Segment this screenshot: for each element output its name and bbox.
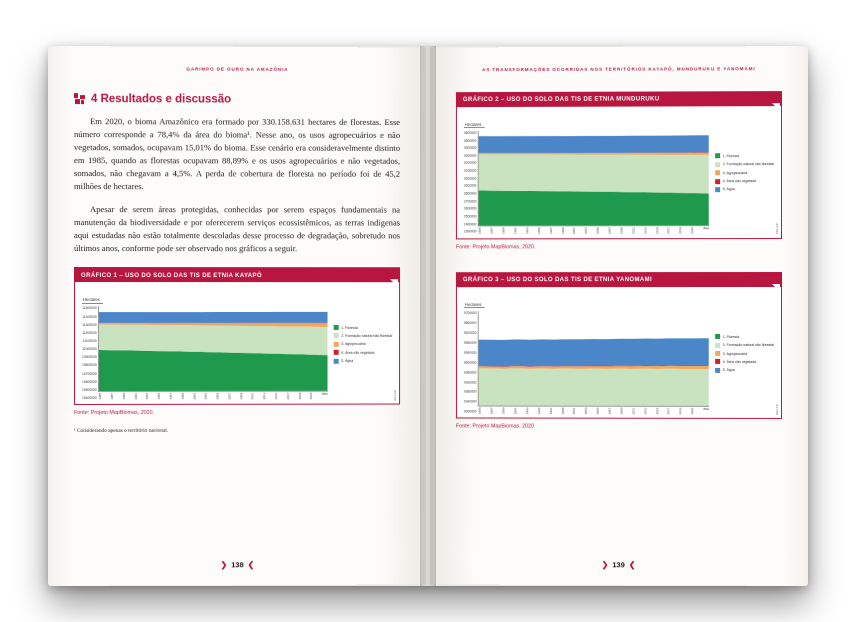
legend-swatch-icon bbox=[715, 334, 720, 339]
chart-legend-1 bbox=[328, 325, 392, 363]
area-series bbox=[479, 190, 709, 225]
chart-legend-3 bbox=[709, 334, 774, 373]
y-tick-label: 10900000 bbox=[81, 355, 97, 360]
y-tick-label: 9340000 bbox=[463, 400, 477, 404]
y-tick-label: 10800000 bbox=[81, 363, 97, 368]
y-tick-label: 2300000 bbox=[463, 229, 477, 234]
x-axis-label: Ano bbox=[321, 392, 328, 397]
y-tick-label: 10400000 bbox=[81, 395, 97, 400]
x-tick-label: 1991 bbox=[513, 407, 518, 414]
left-page bbox=[48, 46, 426, 586]
x-tick-label: 1993 bbox=[525, 407, 530, 414]
chart-credit-1: SEI/AP bbox=[393, 389, 398, 401]
chevron-left-icon: ❮ bbox=[247, 560, 255, 570]
y-tick-label: 2800000 bbox=[463, 191, 477, 196]
x-tick-label: 1999 bbox=[560, 227, 565, 234]
x-tick-label: 1987 bbox=[489, 227, 494, 234]
y-tick-label: 11000000 bbox=[82, 347, 97, 352]
x-tick-label: 1985 bbox=[98, 393, 103, 401]
plot-canvas-grafico-3 bbox=[478, 311, 709, 407]
x-tick-label: 1995 bbox=[156, 393, 161, 401]
x-tick-label: 1985 bbox=[478, 407, 483, 414]
legend-label: 1. Floresta bbox=[722, 154, 740, 159]
chart-title-grafico-2: GRÁFICO 2 – USO DO SOLO DAS TIS DE ETNIA MUNDURUKU bbox=[457, 92, 781, 107]
x-axis-label: Ano bbox=[703, 225, 710, 230]
x-tick-label: 1989 bbox=[121, 393, 126, 401]
footnote-left: ¹ Considerando apenas o território nacional. bbox=[73, 427, 169, 435]
x-tick-label: 2011 bbox=[631, 227, 636, 234]
y-tick-label: 9380000 bbox=[463, 390, 477, 395]
chart-source-2: Fonte: Projeto MapBiomas, 2020. bbox=[455, 243, 536, 250]
x-tick-label: 2013 bbox=[643, 227, 648, 234]
legend-label: 5. Água bbox=[722, 368, 735, 373]
legend-label: 4. Área não vegetada bbox=[722, 179, 757, 184]
x-tick-label: 1985 bbox=[478, 227, 483, 234]
y-tick-label: 2700000 bbox=[463, 199, 477, 204]
legend-item bbox=[334, 333, 392, 338]
legend-swatch-icon bbox=[334, 333, 339, 338]
y-tick-label: 11400000 bbox=[82, 314, 97, 319]
y-tick-label: 9460000 bbox=[463, 370, 477, 375]
legend-swatch-icon bbox=[715, 154, 720, 159]
right-page bbox=[430, 46, 808, 586]
y-tick-labels-2 bbox=[464, 131, 478, 234]
legend-item bbox=[715, 343, 774, 348]
legend-label: 2. Formação natural não florestal bbox=[341, 333, 393, 338]
y-tick-label: 11200000 bbox=[82, 330, 97, 335]
x-tick-label: 2009 bbox=[619, 407, 624, 415]
chevron-left-icon: ❮ bbox=[628, 560, 636, 570]
area-series bbox=[479, 368, 709, 406]
legend-swatch-icon bbox=[715, 187, 720, 192]
x-tick-label: 2017 bbox=[666, 407, 671, 415]
y-tick-label: 9580000 bbox=[463, 340, 477, 345]
y-tick-label: 10700000 bbox=[81, 371, 97, 376]
legend-label: 3. Agropecuária bbox=[722, 170, 748, 175]
x-tick-label: 1997 bbox=[548, 407, 553, 415]
legend-label: 3. Agropecuária bbox=[722, 351, 748, 356]
y-tick-labels-1 bbox=[82, 306, 98, 400]
legend-swatch-icon bbox=[715, 170, 720, 175]
x-tick-label: 2020 bbox=[309, 393, 314, 400]
x-tick-label: 1987 bbox=[109, 393, 114, 401]
x-tick-label: 2001 bbox=[572, 227, 577, 234]
x-tick-label: 2009 bbox=[619, 227, 624, 234]
area-series bbox=[479, 135, 709, 153]
legend-item bbox=[334, 358, 392, 363]
legend-label: 2. Formação natural não florestal bbox=[722, 162, 775, 167]
legend-swatch-icon bbox=[715, 368, 720, 373]
legend-item bbox=[334, 350, 392, 355]
y-tick-label: 9700000 bbox=[463, 310, 477, 315]
chart-credit-2: SEI/AP bbox=[775, 223, 780, 235]
y-tick-label: 9660000 bbox=[463, 320, 477, 325]
x-tick-label: 2001 bbox=[572, 407, 577, 415]
x-tick-labels-3 bbox=[478, 407, 709, 414]
x-tick-label: 2019 bbox=[297, 393, 302, 400]
legend-item bbox=[715, 179, 774, 184]
legend-swatch-icon bbox=[334, 342, 339, 347]
y-tick-label: 9540000 bbox=[463, 350, 477, 355]
page-number-right: 139 bbox=[612, 560, 625, 570]
legend-swatch-icon bbox=[715, 359, 720, 364]
y-tick-label: 3400000 bbox=[463, 146, 477, 151]
x-tick-label: 2019 bbox=[678, 227, 683, 234]
y-tick-label: 3000000 bbox=[463, 176, 477, 181]
x-tick-label: 2020 bbox=[690, 226, 695, 234]
legend-swatch-icon bbox=[715, 343, 720, 348]
legend-item bbox=[715, 153, 774, 158]
x-tick-labels-2 bbox=[478, 227, 709, 234]
legend-item bbox=[334, 325, 392, 330]
legend-label: 4. Área não vegetada bbox=[341, 350, 375, 355]
y-tick-label: 11300000 bbox=[82, 322, 97, 327]
legend-swatch-icon bbox=[334, 325, 339, 330]
y-tick-label: 11500000 bbox=[82, 306, 97, 311]
chart-title-grafico-3: GRÁFICO 3 – USO DO SOLO DAS TIS DE ETNIA YANOMAMI bbox=[457, 273, 781, 287]
section-heading bbox=[74, 93, 400, 106]
area-series bbox=[479, 153, 709, 193]
x-tick-label: 2013 bbox=[643, 407, 648, 415]
x-tick-label: 1999 bbox=[180, 393, 185, 400]
plot-canvas-grafico-1 bbox=[98, 306, 328, 392]
x-tick-label: 2015 bbox=[274, 393, 279, 400]
section-marker-icon bbox=[74, 93, 85, 104]
chart-card-grafico-3 bbox=[456, 272, 782, 420]
y-tick-label: 3500000 bbox=[463, 138, 477, 143]
y-tick-label: 9620000 bbox=[463, 330, 477, 335]
chart-credit-3: SEI/AP bbox=[775, 404, 780, 416]
chevron-right-icon: ❯ bbox=[220, 560, 228, 570]
x-tick-label: 2015 bbox=[654, 227, 659, 234]
x-tick-label: 2017 bbox=[666, 227, 671, 234]
x-tick-label: 2019 bbox=[678, 407, 683, 415]
x-tick-label: 1997 bbox=[168, 393, 173, 401]
page-number-left: 138 bbox=[231, 560, 244, 570]
paragraph-1: Em 2020, o bioma Amazônico era formado por 330.158.631 hectares de florestas. Esse número corresponde a 78,4% da área do bioma¹. Nesse ano, os usos agropecuários e não vegetados, somados, ocupavam 15,01% do bioma. Esse cenário era consideravelmente distinto em 1985, quando as florestas ocupavam 88,89% e os usos agropecuários e não vegetados, somados, não chegavam a 4,5%. A perda de cobertura de floresta no período foi de 45,2 milhões de hectares. bbox=[73, 115, 401, 192]
y-tick-labels-3 bbox=[464, 311, 478, 414]
y-axis-unit-1: Hectares bbox=[82, 297, 103, 304]
chart-source-3: Fonte: Projeto MapBiomas, 2020 bbox=[455, 423, 535, 430]
chart-card-grafico-2 bbox=[456, 91, 782, 239]
y-tick-label: 10500000 bbox=[81, 387, 97, 392]
x-tick-label: 2007 bbox=[607, 407, 612, 415]
x-tick-label: 1991 bbox=[133, 393, 138, 401]
section-title: 4 Resultados e discussão bbox=[90, 92, 232, 106]
y-tick-label: 10600000 bbox=[81, 379, 97, 384]
legend-item bbox=[715, 359, 774, 364]
y-tick-label: 3100000 bbox=[463, 168, 477, 173]
running-head-left: GARIMPO DE OURO NA AMAZÔNIA bbox=[186, 66, 289, 72]
legend-label: 5. Água bbox=[341, 358, 354, 363]
paragraph-2: Apesar de serem áreas protegidas, conhecidas por serem espaços fundamentais na manutenção da biodiversidade e por oferecerem serviços ecossistêmicos, as terras indígenas aqui estudadas não estão totalmente descoladas desse processo de degradação, sobretudo nos últimos anos, conforme pode ser observado nos gráficos a seguir. bbox=[73, 204, 401, 254]
y-tick-label: 3600000 bbox=[463, 130, 477, 135]
legend-label: 4. Área não vegetada bbox=[722, 359, 757, 364]
y-tick-label: 3200000 bbox=[463, 161, 477, 166]
x-tick-label: 2003 bbox=[584, 407, 589, 415]
x-tick-label: 1993 bbox=[145, 393, 150, 401]
x-tick-label: 2001 bbox=[192, 393, 197, 400]
y-tick-label: 9500000 bbox=[463, 360, 477, 365]
x-tick-label: 1989 bbox=[501, 407, 506, 414]
corner-flag-inner-icon bbox=[772, 103, 780, 111]
legend-item bbox=[334, 342, 392, 347]
corner-flag-inner-icon bbox=[772, 284, 780, 292]
y-axis-unit-2: Hectares bbox=[464, 122, 485, 129]
x-tick-label: 2005 bbox=[595, 407, 600, 415]
x-tick-label: 2015 bbox=[654, 407, 659, 415]
legend-swatch-icon bbox=[715, 351, 720, 356]
x-tick-label: 1993 bbox=[525, 227, 530, 234]
x-tick-label: 2003 bbox=[584, 227, 589, 234]
x-tick-label: 2007 bbox=[227, 393, 232, 400]
legend-item bbox=[715, 351, 774, 356]
legend-label: 2. Formação natural não florestal bbox=[722, 343, 775, 348]
x-tick-label: 2007 bbox=[607, 227, 612, 234]
x-tick-label: 1995 bbox=[536, 227, 541, 234]
x-axis-label: Ano bbox=[703, 406, 710, 411]
y-tick-label: 3300000 bbox=[463, 153, 477, 158]
x-tick-label: 1989 bbox=[501, 227, 506, 234]
x-tick-label: 2017 bbox=[285, 393, 290, 400]
x-tick-label: 1997 bbox=[548, 227, 553, 234]
x-tick-label: 2005 bbox=[595, 227, 600, 234]
x-tick-label: 2009 bbox=[239, 393, 244, 400]
area-series bbox=[99, 312, 328, 323]
y-axis-unit-3: Hectares bbox=[464, 302, 485, 308]
plot-canvas-grafico-2 bbox=[478, 130, 709, 226]
legend-swatch-icon bbox=[715, 162, 720, 167]
x-tick-label: 2005 bbox=[215, 393, 220, 400]
y-tick-label: 2400000 bbox=[463, 222, 477, 227]
running-head-right: AS TRANSFORMAÇÕES OCORRIDAS NOS TERRITÓRIOS KAYAPÓ, MUNDURUKU E YANOMAMI bbox=[482, 66, 756, 73]
x-tick-label: 1999 bbox=[560, 407, 565, 415]
y-tick-label: 9420000 bbox=[463, 380, 477, 385]
x-tick-label: 2003 bbox=[203, 393, 208, 400]
corner-flag-inner-icon bbox=[390, 279, 398, 287]
chart-legend-2 bbox=[709, 153, 774, 192]
legend-label: 1. Floresta bbox=[722, 334, 740, 339]
x-tick-label: 1991 bbox=[513, 227, 518, 234]
area-series bbox=[99, 350, 328, 391]
legend-item bbox=[715, 187, 774, 192]
y-tick-label: 2500000 bbox=[463, 214, 477, 219]
legend-item bbox=[715, 170, 774, 175]
x-tick-label: 2011 bbox=[250, 393, 255, 400]
legend-item bbox=[715, 368, 774, 373]
legend-item bbox=[715, 334, 774, 339]
folio-left bbox=[48, 560, 426, 570]
chart-card-grafico-1 bbox=[74, 267, 400, 405]
legend-label: 1. Floresta bbox=[341, 325, 358, 330]
legend-item bbox=[715, 162, 774, 167]
legend-swatch-icon bbox=[334, 350, 339, 355]
chevron-right-icon: ❯ bbox=[601, 560, 609, 570]
legend-label: 5. Água bbox=[722, 187, 735, 192]
area-series bbox=[479, 338, 709, 366]
x-tick-label: 2020 bbox=[690, 407, 695, 415]
y-tick-label: 2600000 bbox=[463, 206, 477, 211]
x-tick-label: 1987 bbox=[489, 407, 494, 414]
legend-swatch-icon bbox=[715, 179, 720, 184]
x-tick-label: 1995 bbox=[536, 407, 541, 415]
legend-swatch-icon bbox=[334, 358, 339, 363]
x-tick-labels-1 bbox=[98, 393, 328, 400]
x-tick-label: 2011 bbox=[631, 407, 636, 415]
y-tick-label: 9300000 bbox=[463, 409, 477, 414]
folio-right bbox=[430, 560, 808, 570]
y-tick-label: 11100000 bbox=[82, 339, 97, 344]
y-tick-label: 2900000 bbox=[463, 184, 477, 189]
chart-title-grafico-1: GRÁFICO 1 – USO DO SOLO DAS TIS DE ETNIA KAYAPÓ bbox=[75, 268, 399, 282]
chart-source-1: Fonte: Projeto MapBiomas, 2020. bbox=[73, 410, 155, 417]
x-tick-label: 2013 bbox=[262, 393, 267, 400]
legend-label: 3. Agropecuária bbox=[341, 342, 366, 347]
